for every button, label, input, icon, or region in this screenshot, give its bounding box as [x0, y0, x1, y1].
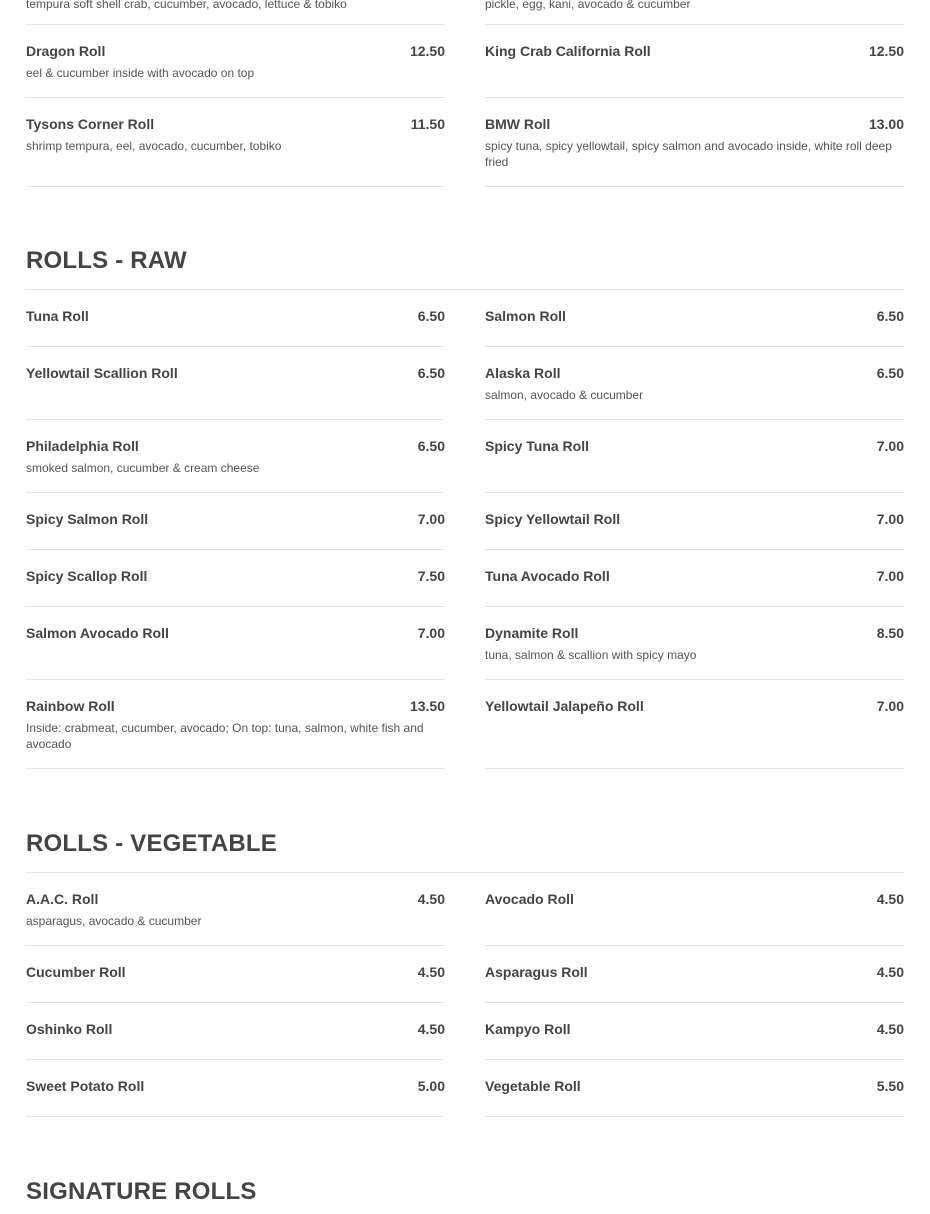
menu-row [26, 1003, 904, 1060]
section-title: ROLLS - VEGETABLE [26, 830, 277, 857]
item-price: 6.50 [876, 308, 904, 324]
item-price: 7.00 [876, 438, 904, 454]
item-name: Tuna Avocado Roll [485, 568, 610, 584]
menu-row [26, 420, 904, 493]
item-price: 4.50 [876, 1021, 904, 1037]
item-price: 8.50 [876, 625, 904, 641]
item-description: Inside: crabmeat, cucumber, avocado; On top: tuna, salmon, white fish and avocado [26, 721, 424, 751]
menu-item[interactable] [485, 680, 904, 769]
item-description: spicy tuna, spicy yellowtail, spicy salmon and avocado inside, white roll deep fried [485, 139, 892, 169]
item-description: salmon, avocado & cucumber [485, 388, 644, 402]
section-rolls-raw [26, 244, 904, 769]
item-price: 7.50 [417, 568, 445, 584]
item-name: Dragon Roll [26, 43, 106, 59]
item-name: A.A.C. Roll [26, 891, 99, 907]
menu-item[interactable] [485, 493, 904, 550]
item-price: 13.50 [409, 698, 445, 714]
section-previous [26, 25, 904, 187]
item-name: Kampyo Roll [485, 1021, 571, 1037]
item-name: Spicy Scallop Roll [26, 568, 148, 584]
item-name: Spicy Yellowtail Roll [485, 511, 621, 527]
item-price: 7.00 [876, 698, 904, 714]
menu-item[interactable] [485, 347, 904, 420]
item-name: Spicy Salmon Roll [26, 511, 149, 527]
item-name: King Crab California Roll [485, 43, 651, 59]
item-name: Cucumber Roll [26, 964, 126, 980]
item-name: Sweet Potato Roll [26, 1078, 145, 1094]
section-signature-rolls [26, 1175, 904, 1209]
item-name: BMW Roll [485, 116, 551, 132]
item-price: 12.50 [409, 43, 445, 59]
item-name: Salmon Roll [485, 308, 566, 324]
item-name: Oshinko Roll [26, 1021, 113, 1037]
item-description: tuna, salmon & scallion with spicy mayo [485, 648, 697, 662]
item-price: 4.50 [417, 964, 445, 980]
item-price: 13.00 [868, 116, 904, 132]
menu-item[interactable] [26, 290, 445, 347]
item-name: Alaska Roll [485, 365, 561, 381]
menu-row-partial [26, 0, 904, 25]
menu-row [26, 25, 904, 98]
item-price: 5.50 [876, 1078, 904, 1094]
menu-item[interactable] [485, 420, 904, 493]
section-title: ROLLS - RAW [26, 247, 187, 274]
menu-row [26, 1060, 904, 1117]
menu-row [26, 98, 904, 187]
item-price: 6.50 [417, 365, 445, 381]
menu-item[interactable] [26, 946, 445, 1003]
item-price: 12.50 [868, 43, 904, 59]
item-name: Yellowtail Scallion Roll [26, 365, 178, 381]
item-price: 4.50 [876, 964, 904, 980]
menu-item[interactable] [26, 1060, 445, 1117]
menu-item[interactable] [26, 550, 445, 607]
item-name: Yellowtail Jalapeño Roll [485, 698, 644, 714]
menu-row [26, 680, 904, 769]
item-price: 7.00 [417, 511, 445, 527]
item-description: eel & cucumber inside with avocado on top [26, 66, 255, 80]
item-name: Tysons Corner Roll [26, 116, 155, 132]
section-rolls-vegetable [26, 827, 904, 1117]
menu-row [26, 347, 904, 420]
menu-row [26, 550, 904, 607]
item-description: shrimp tempura, eel, avocado, cucumber, tobiko [26, 139, 282, 153]
item-name: Rainbow Roll [26, 698, 115, 714]
section-title: SIGNATURE ROLLS [26, 1178, 257, 1205]
menu-item[interactable] [26, 873, 445, 946]
menu-item[interactable] [26, 607, 445, 680]
item-description: asparagus, avocado & cucumber [26, 914, 202, 928]
menu-row [26, 873, 904, 946]
menu-item[interactable] [26, 420, 445, 493]
item-name: Salmon Avocado Roll [26, 625, 169, 641]
menu-item[interactable] [485, 1003, 904, 1060]
menu-item[interactable] [485, 25, 904, 98]
item-price: 6.50 [417, 308, 445, 324]
menu-item[interactable] [485, 946, 904, 1003]
item-name: Philadelphia Roll [26, 438, 139, 454]
item-price: 11.50 [410, 116, 445, 132]
menu-item[interactable] [26, 25, 445, 98]
menu-item[interactable] [485, 1060, 904, 1117]
menu-item[interactable] [26, 493, 445, 550]
menu-item[interactable] [26, 1003, 445, 1060]
item-price: 5.00 [417, 1078, 445, 1094]
item-price: 4.50 [417, 1021, 445, 1037]
item-price: 4.50 [876, 891, 904, 907]
item-name: Tuna Roll [26, 308, 89, 324]
item-description: smoked salmon, cucumber & cream cheese [26, 461, 260, 475]
item-name: Vegetable Roll [485, 1078, 581, 1094]
item-name: Asparagus Roll [485, 964, 588, 980]
item-price: 7.00 [417, 625, 445, 641]
menu-row [26, 607, 904, 680]
menu-item[interactable] [485, 873, 904, 946]
menu-item[interactable] [485, 607, 904, 680]
item-description: tempura soft shell crab, cucumber, avocado, lettuce & tobiko [26, 0, 347, 11]
item-name: Avocado Roll [485, 891, 574, 907]
item-price: 6.50 [876, 365, 904, 381]
item-description: pickle, egg, kani, avocado & cucumber [485, 0, 691, 11]
item-price: 4.50 [417, 891, 445, 907]
item-price: 7.00 [876, 568, 904, 584]
menu-item[interactable] [485, 0, 904, 25]
item-price: 6.50 [417, 438, 445, 454]
menu-item[interactable] [26, 98, 445, 187]
menu-item[interactable] [26, 680, 445, 769]
item-name: Dynamite Roll [485, 625, 579, 641]
menu-item[interactable] [26, 347, 445, 420]
menu-item[interactable] [485, 290, 904, 347]
item-name: Spicy Tuna Roll [485, 438, 589, 454]
menu-item[interactable] [485, 550, 904, 607]
item-price: 7.00 [876, 511, 904, 527]
menu-item[interactable] [26, 0, 445, 25]
menu-row [26, 290, 904, 347]
menu-row [26, 493, 904, 550]
menu-item[interactable] [485, 98, 904, 187]
menu-row [26, 946, 904, 1003]
